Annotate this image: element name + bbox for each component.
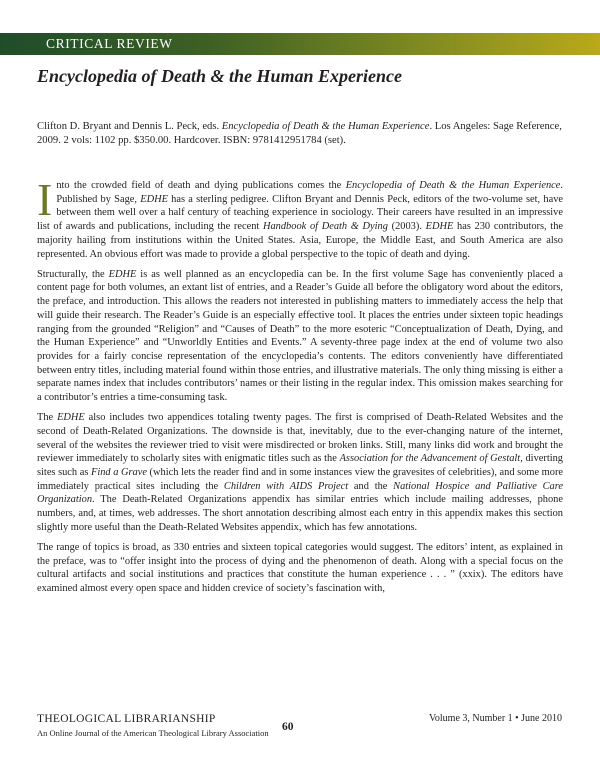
paragraph-4: [37, 541, 563, 596]
text-run: . Published by Sage,: [56, 180, 564, 205]
text-run: nto the crowded field of death and dying publications comes the: [56, 180, 346, 191]
page-number: 60: [282, 721, 294, 733]
italic-run: Handbook of Death & Dying: [262, 221, 388, 233]
text-run: also includes two appendices totaling twenty pages. The first is comprised of Death-Related Websites and the second of Death-Related Organizations. The downside is that, inevitably, due to the ever-changing nature of the internet, several of the websites the reviewer tried to visit were misdirected or broken links. Still, many links did work and brought the reviewer immediately to scholarly sites with enigmatic titles such as the: [37, 412, 563, 465]
text-run: Structurally, the: [37, 268, 109, 280]
italic-run: Association for the Advancement of Gestalt: [339, 453, 521, 465]
italic-run: National Hospice and Palliative Care Organization: [37, 480, 563, 506]
text-run: The: [37, 412, 58, 424]
paragraph-1: [37, 174, 564, 261]
paragraph-2: [37, 268, 563, 405]
text-run: . The Death-Related Organizations appendix has similar entries which include mailing addresses, phone numbers, and, at times, web addresses. The short annotation describing almost each entry in this appendix makes this section slightly more useful than the Death-Related Websites appendix, which has few annotations.: [37, 494, 563, 533]
text-run: is as well planned as an encyclopedia can be. In the first volume Sage has conveniently placed a content page for both volumes, an extant list of entries, and a Reader’s Guide all before the obligatory word about the editors, the preface, and introduction. This allows the readers not interested in publishing matters to immediately access the help that will guide their research. The Reader’s Guide is an especially effective tool. It places the entries under sixteen topic headings ranging from the grounded “Religion” and “Causes of Death” to the more esoteric “Conceptualization of Death, Dying, and the Human Experience” and “Unworldly Entities and Events.” A seventy-three page index at the end of volume two also provides for a fairly concise representation of the encyclopedia’s contents. The editors conveniently have differentiated between entry titles, including material found within those entries, and illustrative materials. The only thing missing is either a separate names index that includes contributors’ names or their listing in the regular index. This omission makes searching for a contributor’s entries a time-consuming task.: [37, 268, 563, 404]
footer-journal-name: THEOLOGICAL LIBRARIANSHIP: [37, 713, 216, 725]
article-body: [37, 174, 564, 602]
citation-book-title: Encyclopedia of Death & the Human Experience: [221, 121, 430, 132]
text-run: (which lets the reader find and in some instances view the gravesites of celebrities), and some more immediately practical sites including the: [37, 467, 564, 492]
page-title: Encyclopedia of Death & the Human Experience: [37, 66, 402, 86]
drop-cap: I: [37, 174, 53, 225]
italic-run: Encyclopedia of Death & the Human Experience: [345, 180, 561, 191]
issue-info: Volume 3, Number 1 • June 2010: [428, 713, 562, 724]
citation-details: . Los Angeles: Sage Reference, 2009. 2 vols: 1102 pp. $350.00. Hardcover. ISBN: 9781412951784 (set).: [37, 121, 562, 146]
text-run: , diverting sites such as: [37, 453, 564, 479]
italic-run: EDHE: [140, 193, 168, 205]
footer-journal-subtitle: An Online Journal of the American Theological Library Association: [37, 728, 269, 738]
section-label: CRITICAL REVIEW: [46, 36, 173, 51]
italic-run: Children with AIDS Project: [223, 480, 349, 492]
italic-run: EDHE: [108, 268, 137, 280]
text-run: has 230 contributors, the majority hailing from institutions within the United States. Asia, Europe, the Middle East, and South America are also represented. An obvious effort was made to provide a global perspective to the topic of death and dying.: [37, 221, 564, 260]
text-run: has a sterling pedigree. Clifton Bryant and Dennis Peck, editors of the two-volume set, have between them well over a half century of teaching experience in sociology. Their careers have resulted in an impressive list of awards and publications, including the recent: [37, 193, 564, 233]
text-run: (2003).: [387, 221, 426, 233]
text-run: and the: [348, 480, 394, 492]
italic-run: Find a Grave: [90, 467, 147, 479]
paragraph-3: [37, 411, 563, 534]
italic-run: EDHE: [425, 221, 454, 233]
section-banner: [0, 33, 600, 55]
book-citation: [37, 120, 563, 148]
text-run: The range of topics is broad, as 330 entries and sixteen topical categories would suggest. The editors’ intent, as explained in the preface, was to “offer insight into the process of dying and the phenomenon of death. Along with a special focus on the cultural artifacts and social institutions and practices that constitute the human experience . . . ” (xxix). The editors have examined almost every open space and hidden crevice of society’s fascination with,: [37, 542, 563, 595]
citation-authors: Clifton D. Bryant and Dennis L. Peck, eds.: [37, 121, 222, 132]
italic-run: EDHE: [57, 412, 85, 424]
